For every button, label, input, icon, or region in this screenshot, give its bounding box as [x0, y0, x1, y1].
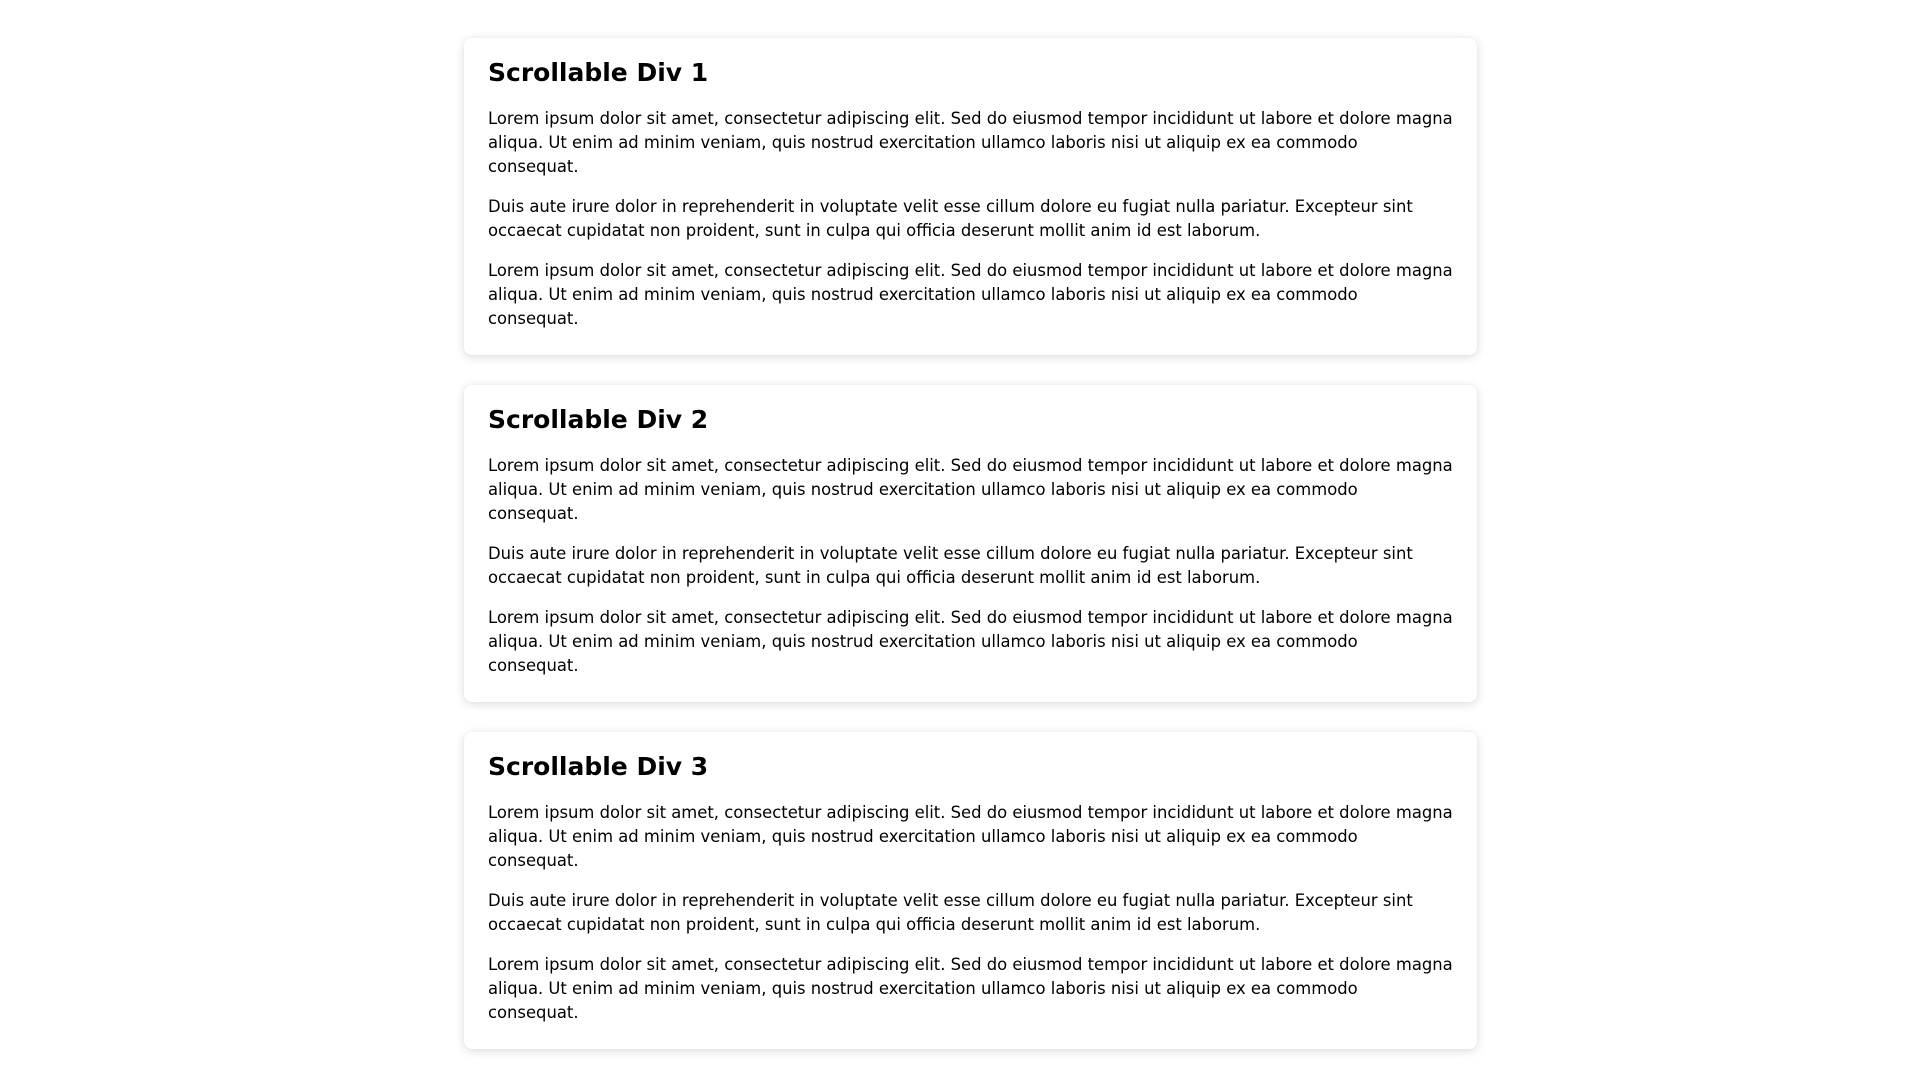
scrollable-div-3[interactable] [464, 732, 1477, 1049]
scrollable-div-list [464, 38, 1477, 1079]
paragraph: Lorem ipsum dolor sit amet, consectetur adipiscing elit. Sed do eiusmod tempor incididunt ut labore et dolore magna aliqua. Ut enim ad minim veniam, quis nostrud exercitation ullamco laboris nisi ut aliquip ex ea commodo consequat. [488, 803, 1453, 870]
scrollable-div-title: Scrollable Div 1 [488, 58, 709, 87]
scrollable-div-title: Scrollable Div 3 [488, 752, 709, 781]
paragraph: Lorem ipsum dolor sit amet, consectetur adipiscing elit. Sed do eiusmod tempor incididunt ut labore et dolore magna aliqua. Ut enim ad minim veniam, quis nostrud exercitation ullamco laboris nisi ut aliquip ex ea commodo consequat. [488, 109, 1453, 176]
paragraph: Duis aute irure dolor in reprehenderit in voluptate velit esse cillum dolore eu fugiat nulla pariatur. Excepteur sint occaecat cupidatat non proident, sunt in culpa qui officia deserunt mollit anim id est laborum. [488, 891, 1413, 934]
paragraph: Duis aute irure dolor in reprehenderit in voluptate velit esse cillum dolore eu fugiat nulla pariatur. Excepteur sint occaecat cupidatat non proident, sunt in culpa qui officia deserunt mollit anim id est laborum. [488, 544, 1413, 587]
paragraph: Lorem ipsum dolor sit amet, consectetur adipiscing elit. Sed do eiusmod tempor incididunt ut labore et dolore magna aliqua. Ut enim ad minim veniam, quis nostrud exercitation ullamco laboris nisi ut aliquip ex ea commodo consequat. [488, 955, 1453, 1022]
paragraph: Duis aute irure dolor in reprehenderit in voluptate velit esse cillum dolore eu fugiat nulla pariatur. Excepteur sint occaecat cupidatat non proident, sunt in culpa qui officia deserunt mollit anim id est laborum. [488, 197, 1413, 240]
paragraph: Lorem ipsum dolor sit amet, consectetur adipiscing elit. Sed do eiusmod tempor incididunt ut labore et dolore magna aliqua. Ut enim ad minim veniam, quis nostrud exercitation ullamco laboris nisi ut aliquip ex ea commodo consequat. [488, 456, 1453, 523]
scrollable-div-1[interactable] [464, 38, 1477, 355]
paragraph: Lorem ipsum dolor sit amet, consectetur adipiscing elit. Sed do eiusmod tempor incididunt ut labore et dolore magna aliqua. Ut enim ad minim veniam, quis nostrud exercitation ullamco laboris nisi ut aliquip ex ea commodo consequat. [488, 261, 1453, 328]
scrollable-div-title: Scrollable Div 2 [488, 405, 709, 434]
scrollable-div-2[interactable] [464, 385, 1477, 702]
paragraph: Lorem ipsum dolor sit amet, consectetur adipiscing elit. Sed do eiusmod tempor incididunt ut labore et dolore magna aliqua. Ut enim ad minim veniam, quis nostrud exercitation ullamco laboris nisi ut aliquip ex ea commodo consequat. [488, 608, 1453, 675]
